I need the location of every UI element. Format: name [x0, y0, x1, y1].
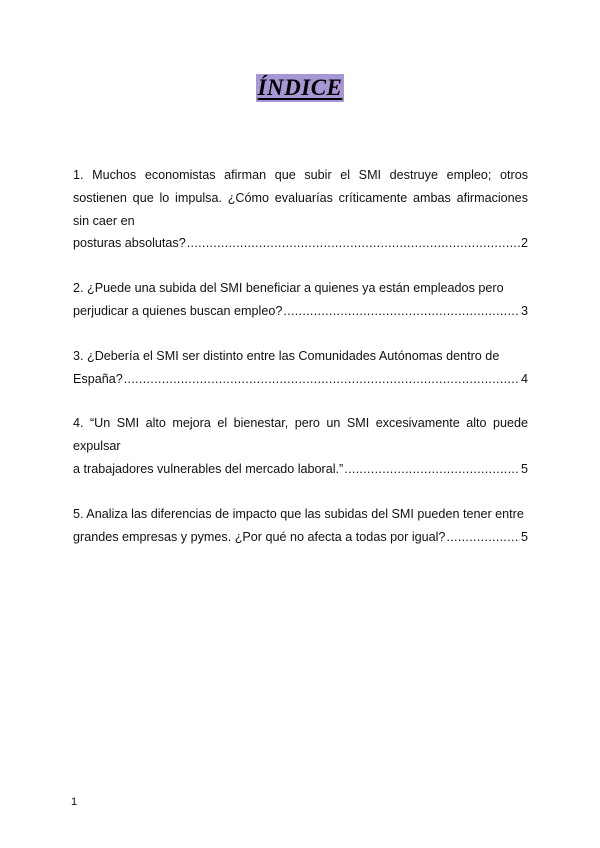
- toc-entry-2[interactable]: [73, 277, 528, 323]
- toc-entry-last-line: [73, 300, 528, 323]
- toc-entry-tail: perjudicar a quienes buscan empleo?: [73, 303, 283, 318]
- toc-entry-text: 2. ¿Puede una subida del SMI beneficiar a quienes ya están empleados pero: [73, 281, 504, 296]
- toc-entry-last-line: [73, 232, 528, 255]
- toc-entry-tail: España?: [73, 371, 123, 386]
- toc-entry-1[interactable]: [73, 164, 528, 255]
- toc-page-number: 5: [520, 461, 528, 476]
- toc-entry-3[interactable]: [73, 345, 528, 391]
- toc-page-number: 3: [520, 303, 528, 318]
- title-wrapper: [0, 74, 600, 102]
- index-title: ÍNDICE: [257, 75, 343, 100]
- toc-entry-last-line: [73, 368, 528, 391]
- dot-leader: [283, 300, 520, 323]
- table-of-contents: [73, 164, 528, 570]
- dot-leader: [187, 232, 520, 255]
- toc-entry-text: 5. Analiza las diferencias de impacto que las subidas del SMI pueden tener entre: [73, 506, 524, 521]
- toc-entry-tail: posturas absolutas?: [73, 236, 186, 251]
- toc-entry-text: 1. Muchos economistas afirman que subir el SMI destruye empleo; otros sostienen que lo impulsa. ¿Cómo evaluarías críticamente ambas afirmaciones sin caer en: [73, 168, 528, 228]
- toc-page-number: 2: [520, 236, 528, 251]
- toc-entry-text: 4. “Un SMI alto mejora el bienestar, pero un SMI excesivamente alto puede expulsar: [73, 416, 528, 454]
- toc-entry-text: 3. ¿Debería el SMI ser distinto entre las Comunidades Autónomas dentro de: [73, 348, 500, 363]
- toc-entry-5[interactable]: [73, 503, 528, 549]
- dot-leader: [124, 368, 520, 391]
- toc-entry-tail: grandes empresas y pymes. ¿Por qué no afecta a todas por igual?: [73, 529, 446, 544]
- toc-entry-last-line: [73, 458, 528, 481]
- toc-entry-4[interactable]: [73, 412, 528, 480]
- toc-page-number: 4: [520, 371, 528, 386]
- toc-entry-last-line: [73, 526, 528, 549]
- page-footer-number: 1: [71, 796, 78, 808]
- dot-leader: [446, 526, 520, 549]
- toc-entry-tail: a trabajadores vulnerables del mercado laboral.”: [73, 461, 344, 476]
- toc-page-number: 5: [520, 529, 528, 544]
- dot-leader: [344, 458, 520, 481]
